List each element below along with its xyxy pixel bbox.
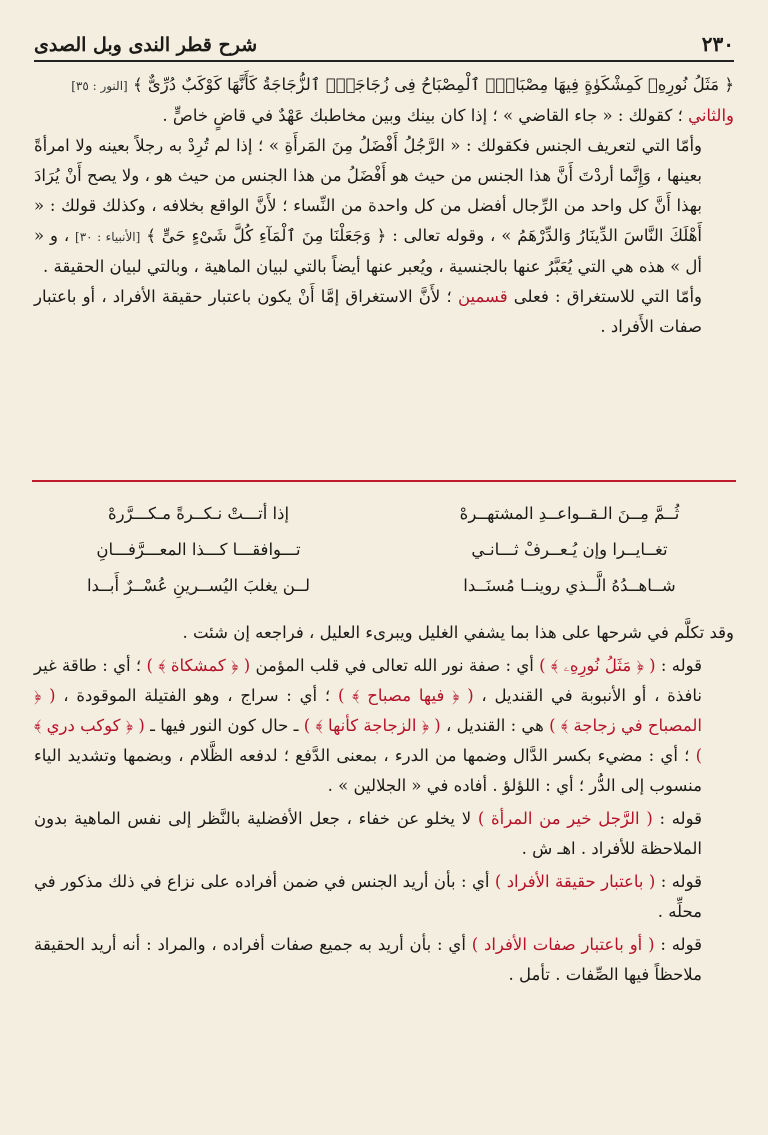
commentary-text: أي : بأن أريد الجنس في ضمن أفراده على نزاع في ذلك مذكور في محلِّه . bbox=[34, 872, 702, 921]
commentary bbox=[34, 618, 734, 993]
verse-first-hemistich: ثُــمَّ مِــنَ الـقــواعــدِ المشتهــرهْ bbox=[459, 504, 680, 523]
poem-verses bbox=[34, 496, 734, 604]
quran-verse: ﴿ وَجَعَلْنَا مِنَ ٱلْمَآءِ كُلَّ شَىْءٍ حَىٍّ ﴾ bbox=[146, 226, 387, 245]
commentary-text: قوله : bbox=[655, 656, 703, 675]
quoted-headword: ( باعتبار حقيقة الأفراد ) bbox=[494, 872, 656, 891]
quoted-headword: ( أو باعتبار صفات الأفراد ) bbox=[471, 935, 655, 954]
quran-verse: ﴿ مَثَلُ نُورِهِۦ كَمِشْكَوٰةٍ فِيهَا مِصْبَاحٌۖ ٱلْمِصْبَاحُ فِى زُجَاجَةٍۖ ٱلزُّجَاجَةُ كَأَنَّهَا كَوْكَبٌ دُرِّىٌّ ﴾ bbox=[132, 75, 734, 94]
paragraph-text: ؛ لأَنَّ الاستغراق إمَّا أَنْ يكون باعتبار حقيقة الأفراد ، أو باعتبار صفات الأَفراد . bbox=[34, 287, 702, 336]
commentary-text: ؛ أي : مضيء بكسر الدَّال وضمها من الدرء ، بمعنى الدَّفع ؛ لدفعه الظَّلام ، وبضمها وتشديد الياء منسوب إلى الدُّر ؛ أي : اللؤلؤ . أفاده في « الجلالين » . bbox=[34, 746, 702, 795]
paragraph-text: وأمّا التي للاستغراق : فعلى bbox=[513, 287, 702, 306]
quoted-headword: ( ﴿ كمشكاة ﴾ ) bbox=[146, 656, 251, 675]
commentary-text: لا يخلو عن خفاء ، جعل الأفضلية بالنَّظر إلى نفس الماهية بدون الملاحظة للأفراد . اهـ ش . bbox=[34, 809, 702, 858]
highlight-term: قسمين bbox=[457, 287, 508, 306]
quoted-headword: ( ﴿ كوكب دري ﴾ ) bbox=[34, 716, 702, 765]
quoted-headword: ( ﴿ المصباح في زجاجة ﴾ ) bbox=[34, 686, 703, 735]
commentary-text: قوله : bbox=[655, 872, 702, 891]
paragraph-genus bbox=[34, 131, 734, 282]
commentary-text: قوله : bbox=[652, 809, 702, 828]
commentary-paragraph bbox=[34, 804, 734, 864]
running-title: شرح قطر الندى وبل الصدى bbox=[34, 34, 258, 56]
highlight-term: والثاني bbox=[688, 106, 734, 125]
commentary-text: ؛ أي : طاقة غير نافذة ، أو الأنبوبة في القنديل ، bbox=[34, 656, 702, 705]
paragraph-second bbox=[34, 101, 734, 131]
main-text bbox=[34, 70, 734, 342]
quran-reference: [الأنبياء : ٣٠] bbox=[75, 230, 141, 244]
commentary-text: أي : بأن أريد به جميع صفات أفراده ، والمراد : أنه أريد الحقيقة ملاحظاً فيها الصِّفات . تأمل . bbox=[34, 935, 702, 984]
verse-row bbox=[34, 532, 734, 568]
verse-row bbox=[34, 568, 734, 604]
quran-reference: [النور : ٣٥] bbox=[71, 79, 128, 93]
commentary-paragraph bbox=[34, 930, 734, 990]
quoted-headword: ( الرَّجل خير من المرأة ) bbox=[477, 809, 653, 828]
commentary-text: ؛ أي : سراج ، وهو الفتيلة الموقودة ، bbox=[55, 686, 338, 705]
commentary-text: قوله : bbox=[654, 935, 702, 954]
quran-verse-line bbox=[34, 70, 734, 101]
commentary-intro: وقد تكلَّم في شرحها على هذا بما يشفي الغليل ويبرىء العليل ، فراجعه إن شئت . bbox=[182, 623, 734, 642]
quoted-headword: ( ﴿ مَثَلُ نُورِهِۦ ﴾ ) bbox=[539, 656, 656, 675]
commentary-paragraph bbox=[34, 651, 734, 801]
verse-second-hemistich: إذا أتـــتْ نـكــرةً مـكـــرَّرهْ bbox=[107, 504, 290, 523]
section-divider bbox=[32, 480, 736, 482]
paragraph-istighraq bbox=[34, 282, 734, 342]
commentary-text: أي : صفة نور الله تعالى في قلب المؤمن bbox=[250, 656, 540, 675]
verse-second-hemistich: تـــوافقـــا كـــذا المعـــرَّفـــانِ bbox=[96, 540, 301, 559]
paragraph-text: وأمّا التي لتعريف الجنس فكقولك : « الرَّجُلُ أَفْضَلُ مِنَ المَرأَةِ » ؛ إذا لم تُرِدْ به رجلاً بعينه ولا امرأةً بعينها ، وَإِنَّما أردْتَ أَنَّ هذا الجنس من حيث هو أَفْضَلُ من هذا الجنس من حيث هو ، ولا يصح أَنْ يُرَادَ بهذا أَنَّ كل واحد من الرِّجال أفضل من كل واحدة من النِّساء ؛ لأَنَّ الواقع بخلافه ، وكذلك قولك : « أَهْلَكَ النَّاسَ الدِّينَارُ وَالدِّرْهَمُ » ، وقوله تعالى : bbox=[34, 136, 702, 245]
verse-first-hemistich: تغــايــرا وإن يُـعــرفْ ثـــانـي bbox=[471, 540, 668, 559]
paragraph-text: ؛ كقولك : « جاء القاضي » ؛ إذا كان بينك وبين مخاطبك عَهْدٌ في قاضٍ خاصٍّ . bbox=[162, 106, 683, 125]
verse-row bbox=[34, 496, 734, 532]
verse-second-hemistich: لــن يغلبَ اليُســرينِ عُسْــرٌ أَبــدا bbox=[86, 576, 311, 595]
quoted-headword: ( ﴿ فيها مصباح ﴾ ) bbox=[337, 686, 474, 705]
page-number: ٢٣٠ bbox=[701, 32, 734, 56]
verse-first-hemistich: شــاهــدُهُ الَّــذي روينــا مُسنَــدا bbox=[463, 576, 676, 595]
commentary-text: ـ حال كون النور فيها ـ bbox=[144, 716, 304, 735]
paragraph-text: ، و « أل » هذه هي التي يُعَبَّرُ عنها بالجنسية ، ويُعبر عنها أيضاً بالتي لبيان الماهية ، وبالتي لبيان الحقيقة . bbox=[34, 226, 702, 276]
quoted-headword: ( ﴿ الزجاجة كأنها ﴾ ) bbox=[303, 716, 441, 735]
page-header bbox=[34, 26, 734, 62]
commentary-paragraph bbox=[34, 867, 734, 927]
commentary-text: هي : القنديل ، bbox=[440, 716, 550, 735]
page bbox=[34, 0, 734, 1135]
